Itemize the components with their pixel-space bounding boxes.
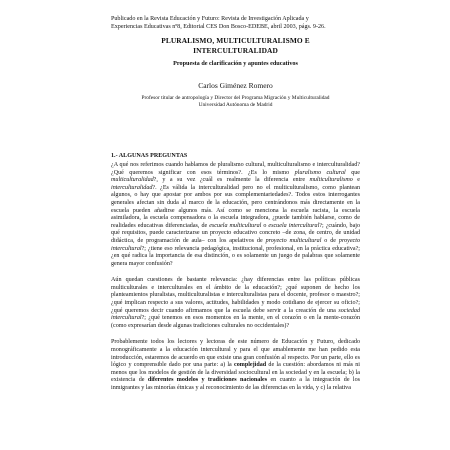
text-run: Aún quedan cuestiones de bastante relevancia: ¿hay diferencias entre las políticas públicas multiculturales e interculturales en el ámbito de la educación?; ¿qué suponen de hecho los planteamientos pluralistas, multiculturalistas e interculturalistas para el docente, profesor o maestro?; ¿qué implican respecto a sus valores, actitudes, habilidades y modo cotidiano de ejercer su oficio?; ¿qué queremos decir cuando afirmamos que la escuela debe servir a la creación de una — [111, 277, 360, 314]
affiliation-line-2: Universidad Autónoma de Madrid — [198, 102, 273, 109]
author-name: Carlos Giménez Romero — [198, 80, 273, 90]
text-run: ?; ¿tiene eso relevancia pedagógica, institucional, profesional, en la práctica educativa?; ¿en qué radica la importancia de esa distinción, o es solamente un juego de palabras que solamente genera mayor confusión? — [111, 245, 360, 267]
emphasized-text: complejidad — [234, 362, 267, 369]
body-paragraph — [111, 339, 360, 392]
text-run: en cuanto a la integración de los inmigrantes y las minorías étnicas y al reconocimiento de las diferencias en la vida, y c) la relativa — [111, 377, 360, 391]
emphasized-text: escuela intercultural — [268, 222, 320, 229]
publication-line-1: Publicado en la Revista Educación y Futuro: Revista de Investigación Aplicada y — [111, 16, 309, 22]
article-title — [111, 36, 360, 56]
title-line-2: INTERCULTURALIDAD — [193, 46, 278, 56]
emphasized-text: pluralismo cultural — [294, 169, 346, 176]
text-run: ?, y a su vez ¿cuál es realmente la diferencia entre — [153, 177, 310, 184]
emphasized-text: proyecto intercultural — [111, 237, 360, 252]
body-paragraph — [111, 277, 360, 330]
text-run: de la cuestión: abordamos ni más ni menos que los modelos de gestión de la diversidad sociocultural en la sociedad y en la escuela; b) la existencia de — [111, 362, 360, 384]
emphasized-text: multiculturalismo — [309, 177, 353, 184]
emphasized-text: interculturalidad — [111, 184, 153, 191]
emphasized-text: escuela multicultural — [209, 222, 262, 229]
emphasized-text: sociedad intercultural — [111, 307, 360, 322]
title-line-1: PLURALISMO, MULTICULTURALISMO E — [161, 36, 310, 46]
body-paragraph — [111, 162, 360, 268]
emphasized-text: multiculturalidad — [111, 177, 154, 184]
emphasized-text: proyecto multicultural — [265, 237, 322, 244]
text-run: ?; ¿qué tenemos en esos momentos en la mente, en el corazón o en la mente-corazón (como expresarían desde algunas tradiciones culturales no occidentales)? — [111, 315, 360, 329]
publication-line-2: Experiencias Educativas nº8, Editorial CES Don Bosco-EDEBE, abril 2003, págs. 9-26. — [111, 23, 326, 30]
article-subtitle: Propuesta de clarificación y apuntes educativos — [173, 60, 298, 68]
affiliation-line-1: Profesor titular de antropología y Director del Programa Migración y Multiculturalidad — [141, 95, 330, 102]
text-run: o — [261, 222, 269, 229]
emphasized-text: diferentes modelos y tradiciones nacionales — [147, 377, 268, 384]
text-run: ¿A qué nos referimos cuando hablamos de pluralismo cultural, multiculturalismo e interculturalidad? ¿Qué queremos significar con esos términos?. ¿Es lo mismo — [111, 161, 360, 176]
text-run: e — [352, 177, 360, 184]
publication-note — [111, 16, 360, 31]
text-run: ?. ¿Es válida la interculturalidad pero no el multiculturalismo, como plantean algunos, o hay que apostar por ambos por sus complementariedades?. Todos estos interrogantes generales afectan sin duda al marco de la educación, pero centrándonos más directamente en la escuela pueden añadirse algunos más. Así como se menciona la escuela racista, la escuela asimiladora, la escuela compensadora o la escuela integradora, ¿puede también hablarse, como de realidades educativas diferenciadas, de — [111, 184, 360, 229]
text-run: ?; ¿cuándo, bajo qué requisitos, puede caracterizarse un proyecto educativo concreto –de zona, de centro, de unidad didáctica, de programación de aula– con los apelativos de — [111, 222, 361, 244]
text-run: que — [345, 169, 360, 176]
text-run: o de — [321, 237, 339, 244]
text-run: Probablemente todos los lectores y lectoras de este número de Educación y Futuro, dedicado monográficamente a la educación intercultural y para el que amablemente me han pedido esta introducción, estaremos de acuerdo en que existe una gran confusión al respecto. Por un parte, ello es lógico y comprensible dado por una parte: a) la — [111, 339, 360, 369]
section-heading: 1.- ALGUNAS PREGUNTAS — [111, 153, 188, 160]
author-affiliation — [111, 95, 360, 109]
